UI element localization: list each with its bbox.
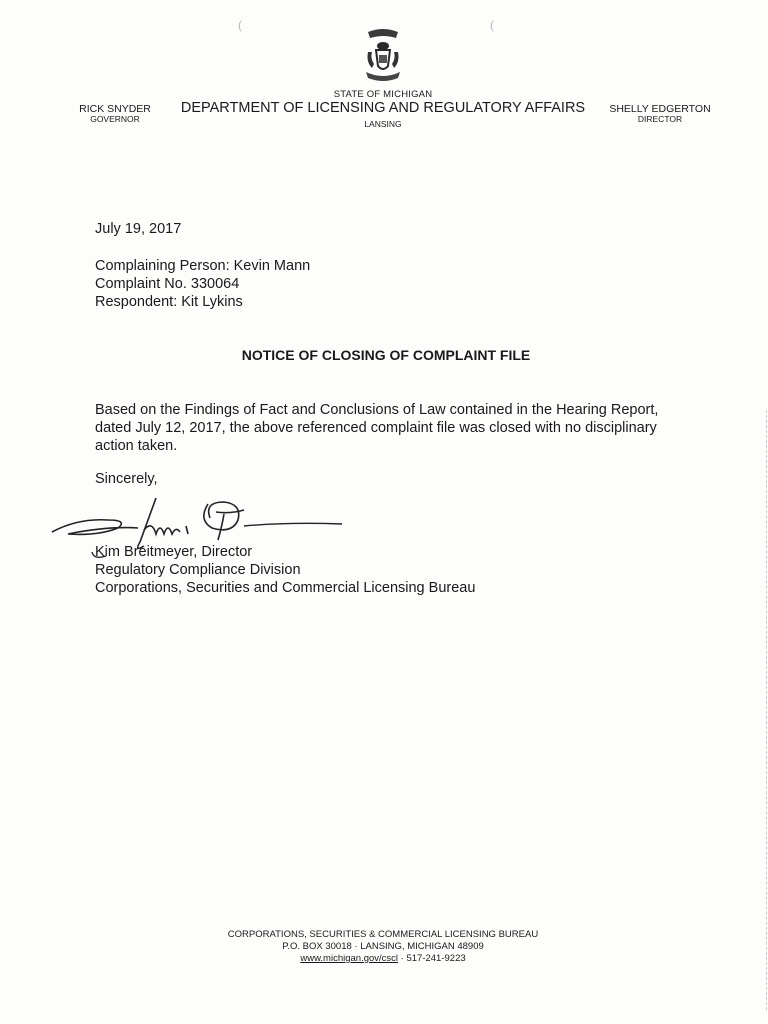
director-name: SHELLY EDGERTON (609, 103, 711, 115)
michigan-state-seal-icon (360, 28, 406, 86)
complaint-number: Complaint No. 330064 (95, 276, 240, 292)
respondent: Respondent: Kit Lykins (95, 294, 243, 310)
scan-mark: ( (490, 18, 494, 32)
scan-mark: ( (238, 18, 242, 32)
governor-name: RICK SNYDER (79, 103, 151, 115)
department-name: DEPARTMENT OF LICENSING AND REGULATORY AFFAIRS (180, 100, 586, 116)
department-city: LANSING (364, 119, 402, 129)
paragraph-line: dated July 12, 2017, the above referenced complaint file was closed with no disciplinary (95, 420, 657, 436)
letter-date: July 19, 2017 (95, 221, 182, 237)
closing: Sincerely, (95, 471, 158, 487)
notice-paragraph (95, 401, 695, 455)
state-heading: STATE OF MICHIGAN (333, 89, 433, 100)
footer-phone: · 517-241-9223 (398, 953, 466, 964)
signer-bureau: Corporations, Securities and Commercial Licensing Bureau (95, 580, 476, 596)
signer-name: Kim Breitmeyer, Director (95, 544, 253, 560)
handwritten-signature-icon (48, 490, 348, 570)
footer-address: P.O. BOX 30018 · LANSING, MICHIGAN 48909 (282, 941, 484, 952)
governor-title: GOVERNOR (90, 114, 140, 124)
paragraph-line: action taken. (95, 438, 178, 454)
director-title: DIRECTOR (637, 114, 683, 124)
signer-division: Regulatory Compliance Division (95, 562, 301, 578)
footer-website-link[interactable]: www.michigan.gov/cscl (300, 953, 399, 964)
complaining-person: Complaining Person: Kevin Mann (95, 258, 311, 274)
footer-bureau: CORPORATIONS, SECURITIES & COMMERCIAL LICENSING BUREAU (227, 929, 539, 940)
footer-contact (200, 953, 566, 964)
notice-title: NOTICE OF CLOSING OF COMPLAINT FILE (241, 347, 531, 363)
paragraph-line: Based on the Findings of Fact and Conclusions of Law contained in the Hearing Report, (95, 402, 659, 418)
